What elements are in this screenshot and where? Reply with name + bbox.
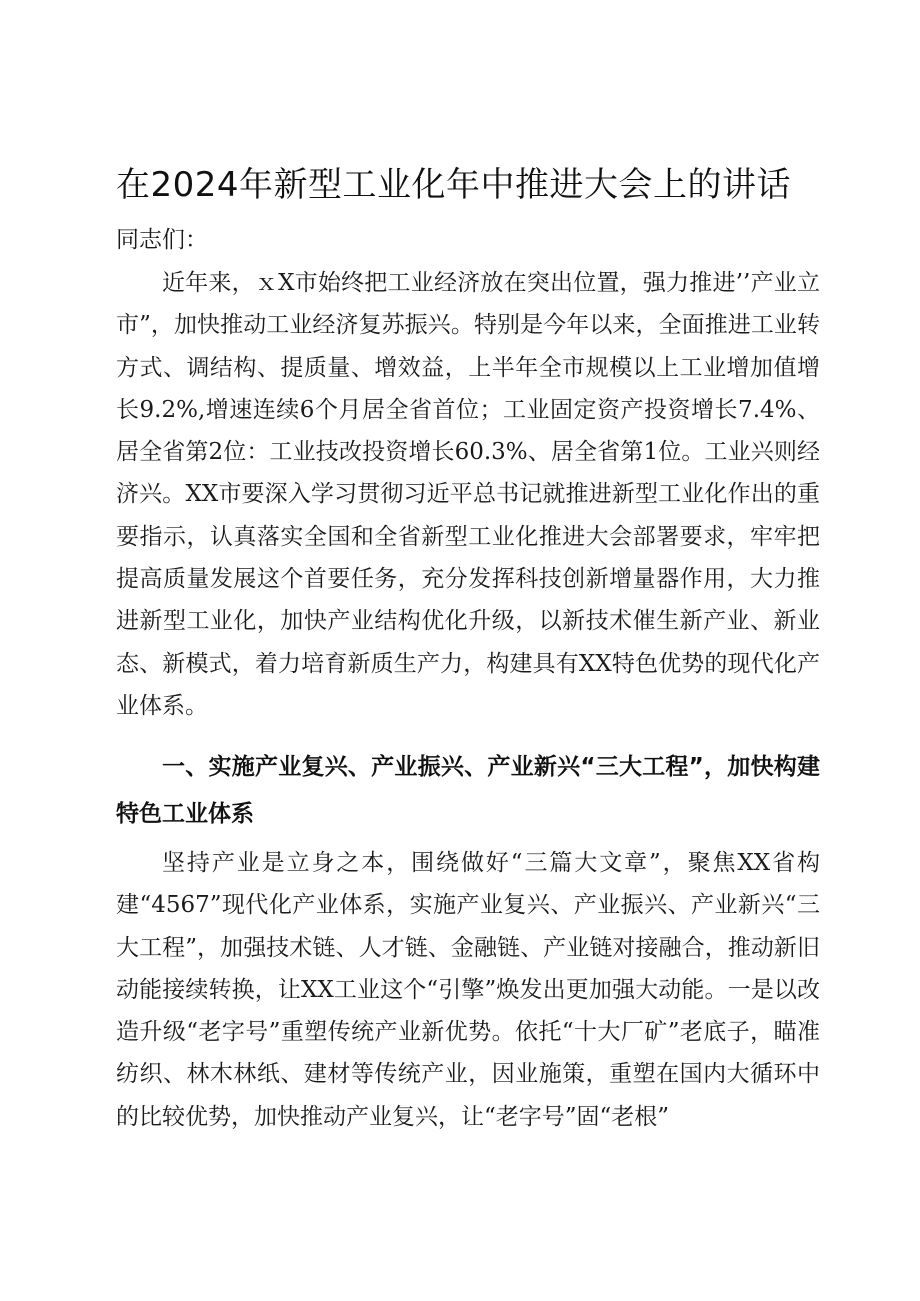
salutation: 同志们： [116,227,208,253]
document-title: 在2024年新型工业化年中推进大会上的讲话 [116,165,792,205]
body-paragraph-1: 近年来，ｘX市始终把工业经济放在突出位置，强力推进’’产业立市”，加快推动工业经济复苏振兴。特别是今年以来，全面推进工业转方式、调结构、提质量、增效益，上半年全市规模以上工业增加值增长9.2%,增速连续6个月居全省首位；工业固定资产投资增长7.4%、居全省第2位：工业技改投资增长60.3%、居全省第1位。工业兴则经济兴。XX市要深入学习贯彻习近平总书记就推进新型工业化作出的重要指示，认真落实全国和全省新型工业化推进大会部署要求，牢牢把提高质量发展这个首要任务，充分发挥科技创新增量器作用，大力推进新型工业化，加快产业结构优化升级，以新技术催生新产业、新业态、新模式，着力培育新质生产力，构建具有XX特色优势的现代化产业体系。 [116,270,820,719]
section-heading-1: 一、实施产业复兴、产业振兴、产业新兴“三大工程”，加快构建特色工业体系 [116,754,820,827]
body-paragraph-2: 坚持产业是立身之本，围绕做好“三篇大文章”，聚焦XX省构建“4567”现代化产业体系，实施产业复兴、产业振兴、产业新兴“三大工程”，加强技术链、人才链、金融链、产业链对接融合，推动新旧动能接续转换，让XX工业这个“引擎”焕发出更加强大动能。一是以改造升级“老字号”重塑传统产业新优势。依托“十大厂矿”老底子，瞄准纺织、林木林纸、建材等传统产业，因业施策，重塑在国内大循环中的比较优势，加快推动产业复兴，让“老字号”固“老根” [116,850,820,1130]
